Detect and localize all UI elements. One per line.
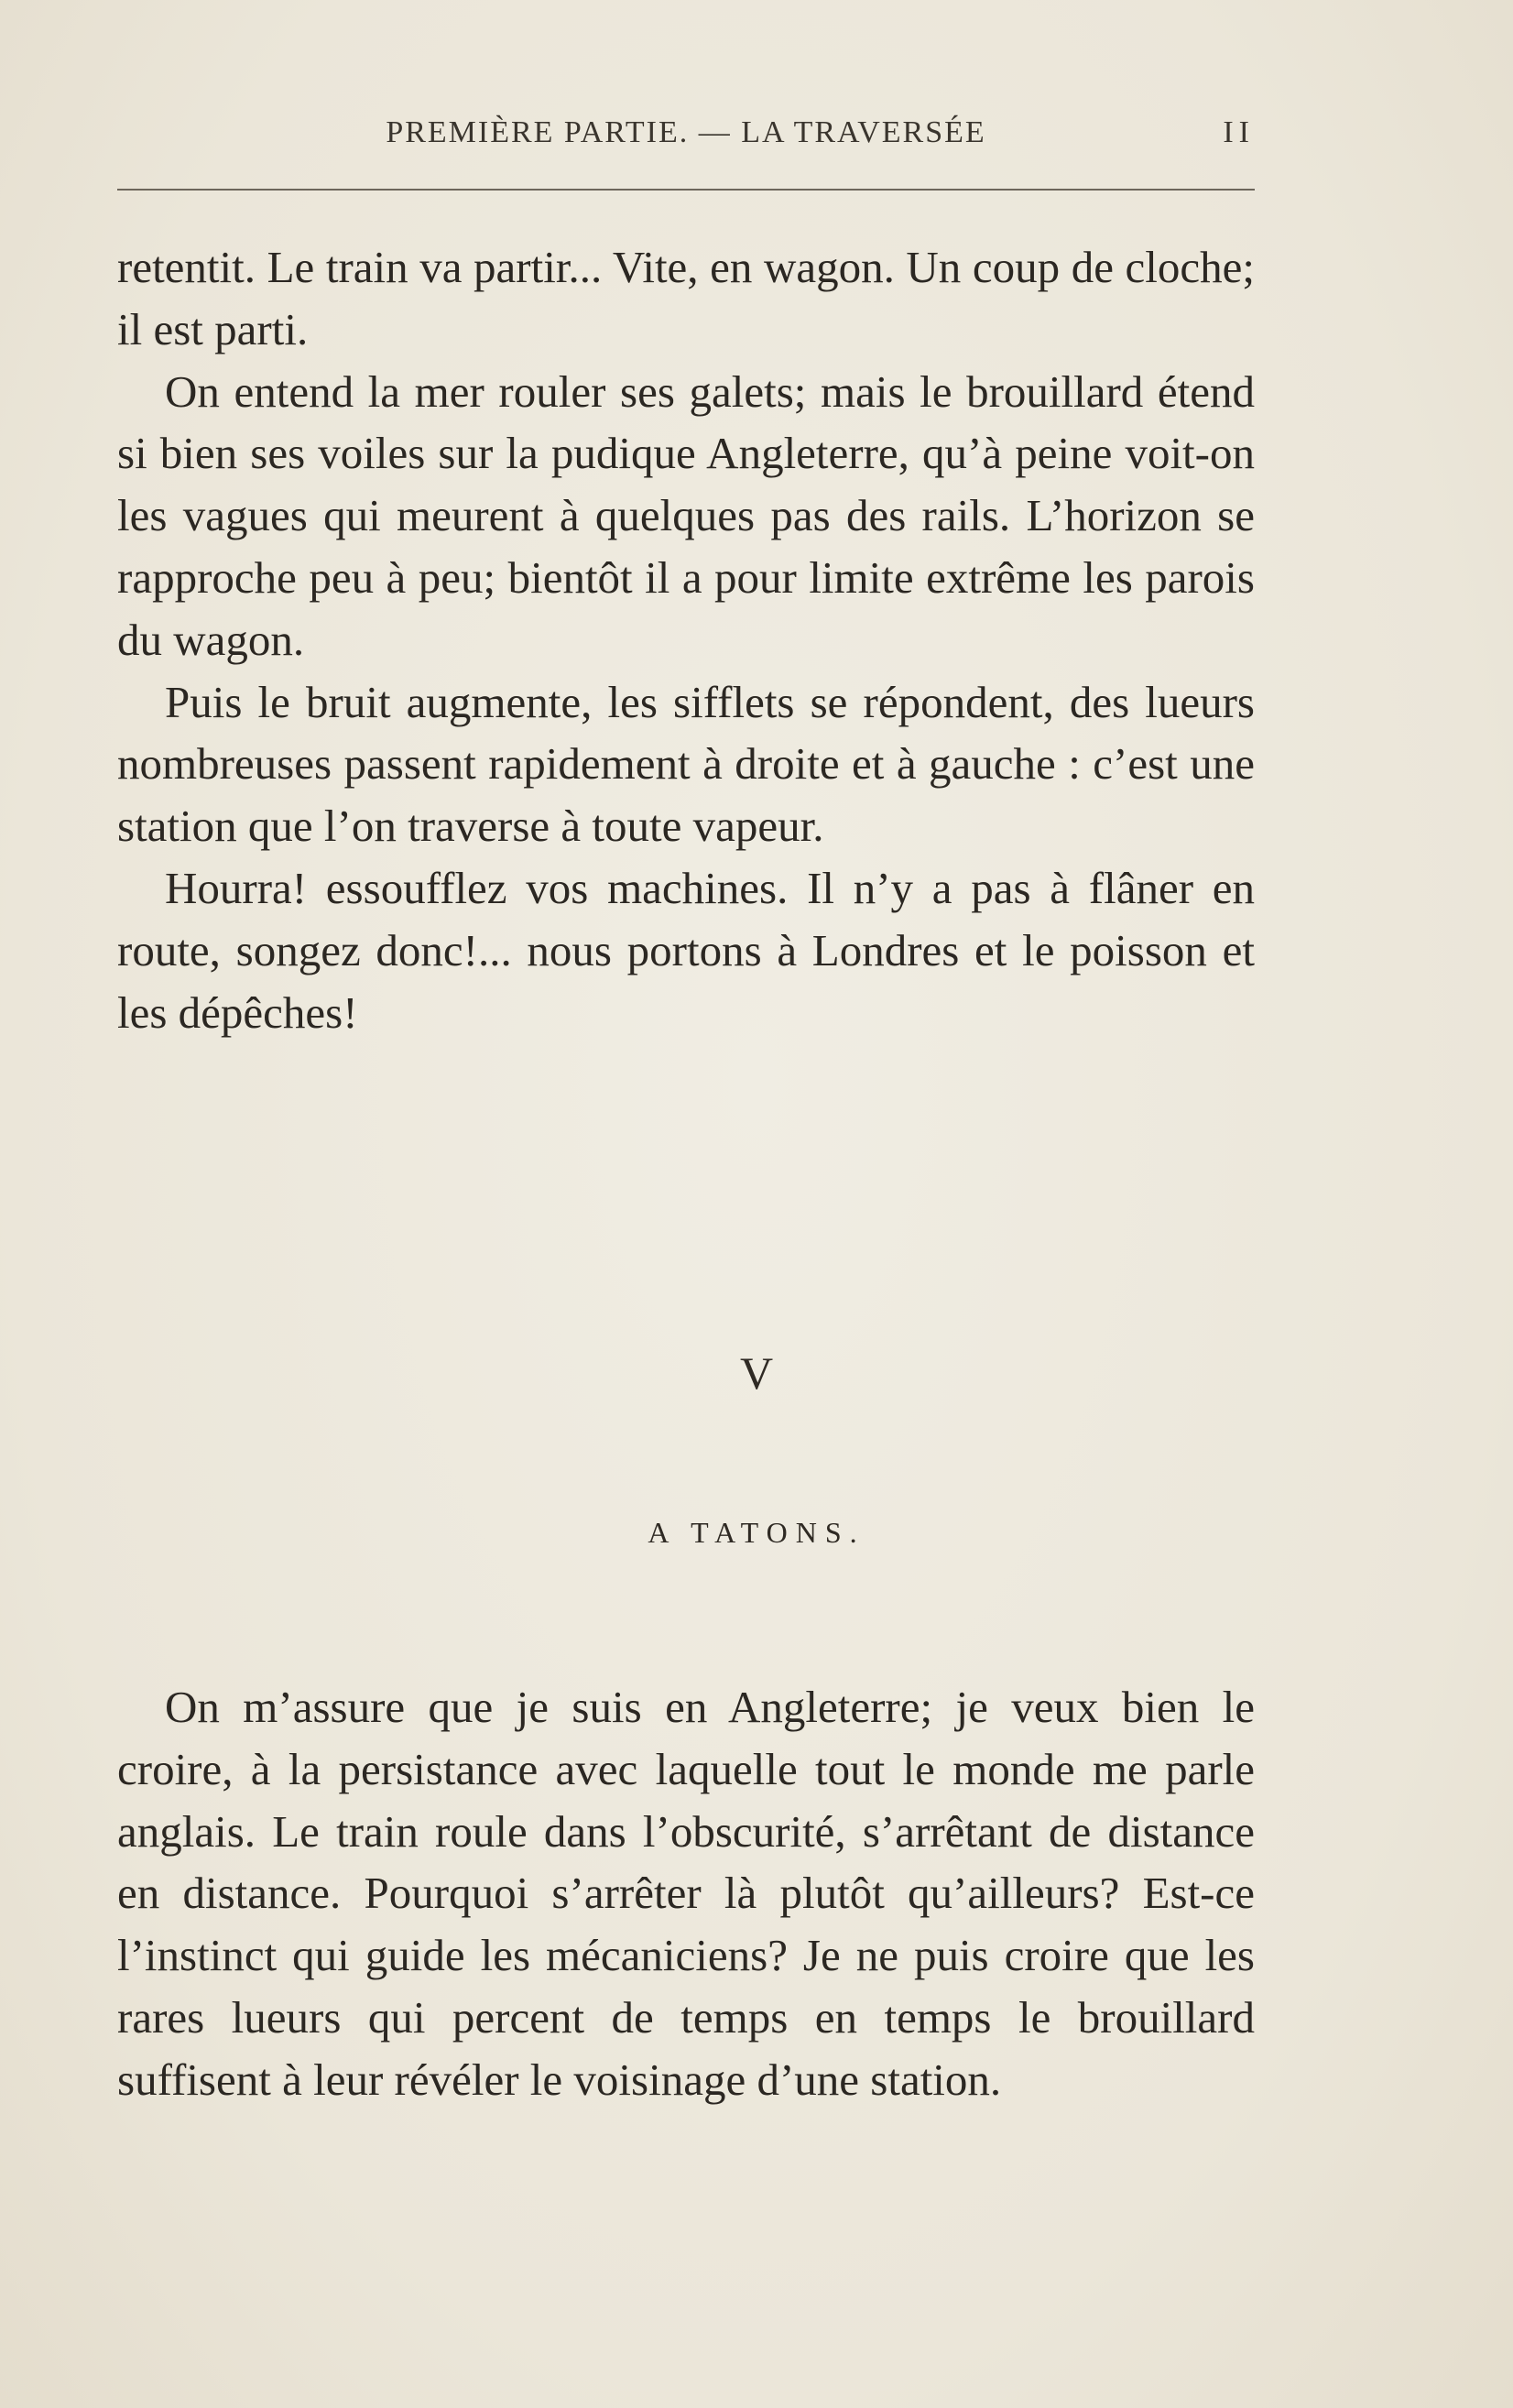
chapter-body [117, 1676, 1255, 2111]
chapter-title: A TATONS. [648, 1516, 865, 1549]
continued-section [117, 236, 1255, 1043]
paragraph: Hourra! essoufflez vos machines. Il n’y a pas à flâner en route, songez donc!... nous portons à Londres et le poisson et les dépêches! [117, 862, 1255, 1038]
paragraph: On entend la mer rouler ses galets; mais le brouillard étend si bien ses voiles sur la pudique Angleterre, qu’à peine voit-on les vagues qui meurent à quelques pas des rails. L’horizon se rapproche peu à peu; bientôt il a pour limite extrême les parois du wagon. [117, 365, 1255, 665]
paragraph: retentit. Le train va partir... Vite, en wagon. Un coup de cloche; il est parti. [117, 242, 1255, 354]
chapter-number: V [739, 1347, 774, 1399]
paragraph: Puis le bruit augmente, les sifflets se répondent, des lueurs nombreuses passent rapidement à droite et à gauche : c’est une station que l’on traverse à toute vapeur. [117, 676, 1255, 852]
paragraph: On m’assure que je suis en Angleterre; je veux bien le croire, à la persistance avec laquelle tout le monde me parle anglais. Le train roule dans l’obscurité, s’arrêtant de distance en distance. Pourquoi s’arrêter là plutôt qu’ailleurs? Est-ce l’instinct qui guide les mécaniciens? Je ne puis croire que les rares lueurs qui percent de temps en temps le brouillard suffisent à leur révéler le voisinage d’une station. [117, 1682, 1255, 2105]
running-head [117, 115, 1255, 156]
header-rule [117, 189, 1255, 191]
running-title: PREMIÈRE PARTIE. — LA TRAVERSÉE [386, 115, 986, 149]
page-number: II [1223, 115, 1255, 149]
